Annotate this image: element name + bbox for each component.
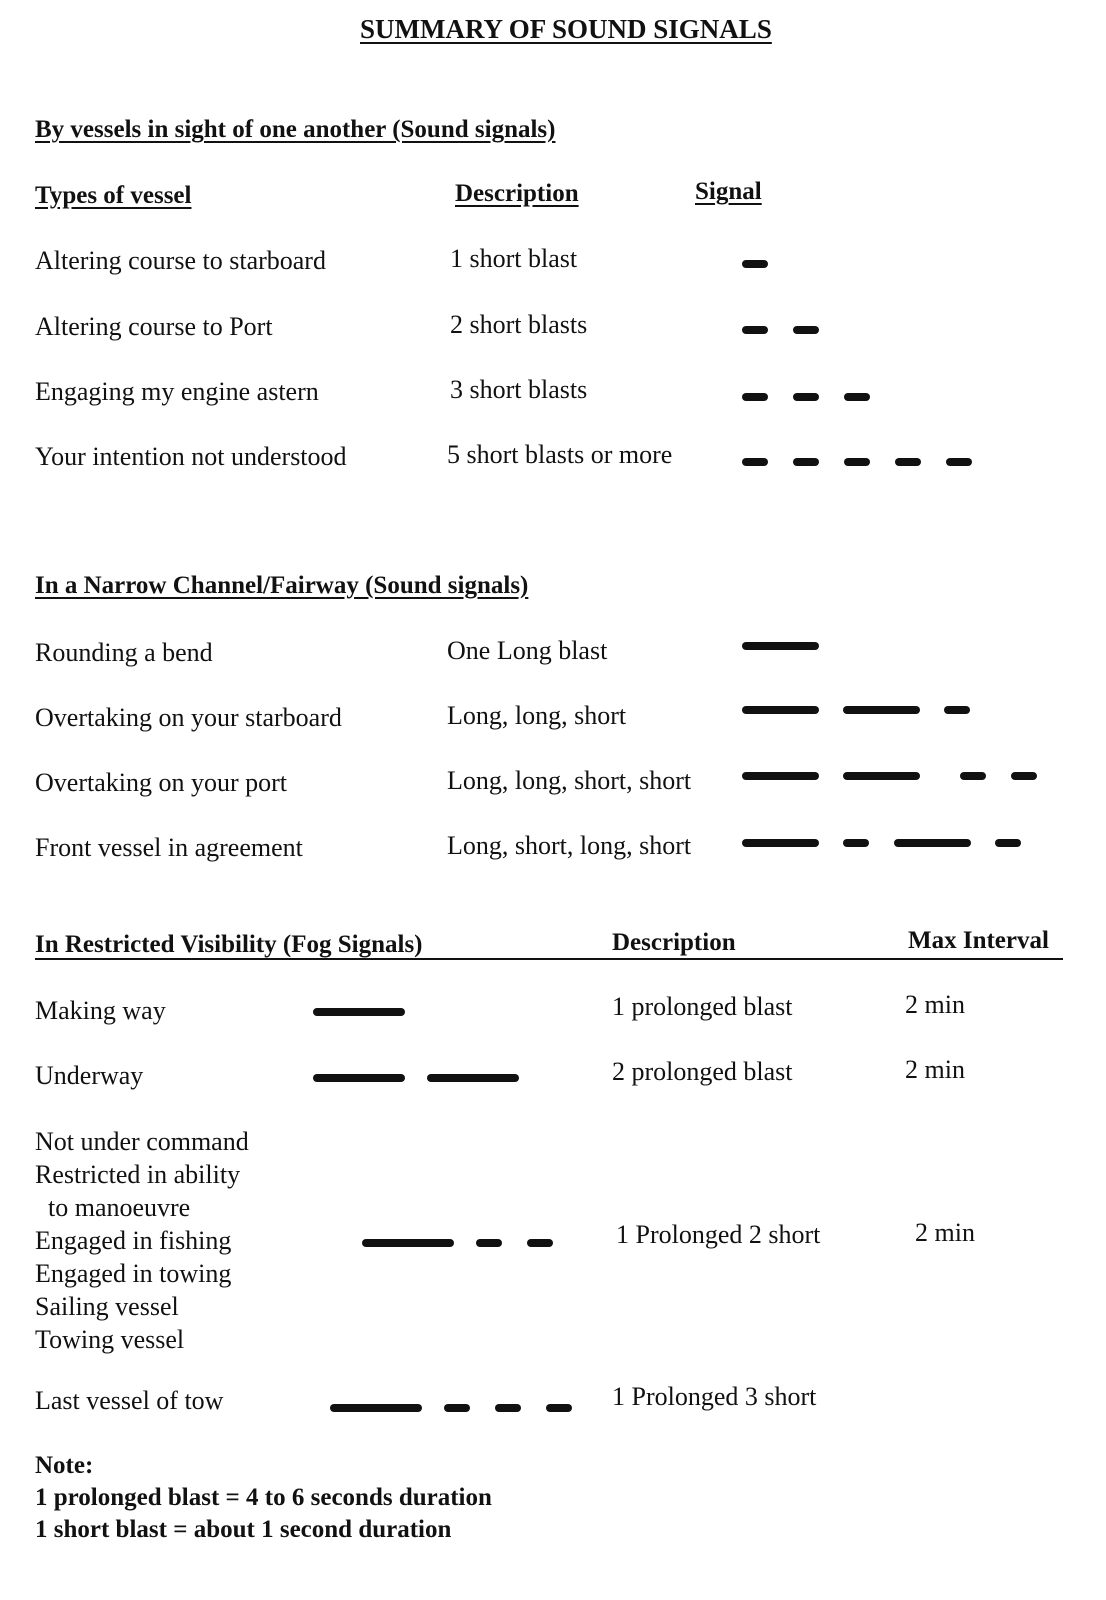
short-blast-dash <box>495 1404 521 1412</box>
short-blast-dash <box>946 458 972 466</box>
short-blast-dash <box>843 839 869 847</box>
short-blast-dash <box>793 326 819 334</box>
signal-description: 2 prolonged blast <box>612 1057 793 1086</box>
note-label: Note: <box>35 1452 94 1479</box>
vessel-type: Engaging my engine astern <box>35 377 319 406</box>
long-blast-dash <box>742 706 819 714</box>
vessel-type: Underway <box>35 1061 144 1090</box>
section-heading-fog: In Restricted Visibility (Fog Signals) <box>35 931 423 958</box>
prolonged-blast-dash <box>313 1074 405 1082</box>
signal-description: 1 Prolonged 2 short <box>616 1220 821 1249</box>
short-blast-dash <box>742 326 768 334</box>
short-blast-dash <box>444 1404 470 1412</box>
column-header-max-interval: Max Interval <box>908 927 1049 954</box>
vessel-type: Overtaking on your starboard <box>35 703 342 732</box>
short-blast-dash <box>1011 772 1037 780</box>
signal-description: 3 short blasts <box>450 375 588 404</box>
note-line-short: 1 short blast = about 1 second duration <box>35 1516 452 1543</box>
vessel-type: Towing vessel <box>35 1325 185 1354</box>
prolonged-blast-dash <box>330 1404 422 1412</box>
fog-header-rule <box>35 958 1063 960</box>
short-blast-dash <box>844 458 870 466</box>
short-blast-dash <box>476 1239 502 1247</box>
long-blast-dash <box>894 839 971 847</box>
section-heading-sight: By vessels in sight of one another (Sound signals) <box>35 116 556 143</box>
prolonged-blast-dash <box>427 1074 519 1082</box>
signal-description: 1 prolonged blast <box>612 992 793 1021</box>
signal-description: 1 short blast <box>450 244 578 273</box>
max-interval: 2 min <box>905 1055 965 1084</box>
vessel-type: Front vessel in agreement <box>35 833 303 862</box>
column-header-type: Types of vessel <box>35 182 192 209</box>
signal-description: Long, long, short <box>447 701 627 730</box>
column-header-signal: Signal <box>695 178 762 205</box>
long-blast-dash <box>843 772 920 780</box>
short-blast-dash <box>960 772 986 780</box>
short-blast-dash <box>995 839 1021 847</box>
vessel-type: Not under command <box>35 1127 249 1156</box>
vessel-type: Rounding a bend <box>35 638 213 667</box>
signal-description: 5 short blasts or more <box>447 440 673 469</box>
vessel-type: Last vessel of tow <box>35 1386 224 1415</box>
long-blast-dash <box>843 706 920 714</box>
short-blast-dash <box>793 458 819 466</box>
vessel-type: Engaged in fishing <box>35 1226 232 1255</box>
page-title: SUMMARY OF SOUND SIGNALS <box>360 14 772 44</box>
vessel-type: to manoeuvre <box>35 1193 191 1222</box>
short-blast-dash <box>844 393 870 401</box>
signal-description: Long, short, long, short <box>447 831 692 860</box>
signal-description: 2 short blasts <box>450 310 588 339</box>
signal-description: 1 Prolonged 3 short <box>612 1382 817 1411</box>
column-header-description: Description <box>455 180 579 207</box>
note-line-prolonged: 1 prolonged blast = 4 to 6 seconds duration <box>35 1484 492 1511</box>
vessel-type: Restricted in ability <box>35 1160 241 1189</box>
vessel-type-list <box>35 1125 249 1356</box>
short-blast-dash <box>742 393 768 401</box>
short-blast-dash <box>742 458 768 466</box>
section-heading-channel: In a Narrow Channel/Fairway (Sound signals) <box>35 572 529 599</box>
column-header-fog-description: Description <box>612 929 736 956</box>
signal-description: One Long blast <box>447 636 608 665</box>
short-blast-dash <box>546 1404 572 1412</box>
vessel-type: Your intention not understood <box>35 442 347 471</box>
short-blast-dash <box>944 706 970 714</box>
short-blast-dash <box>742 260 768 268</box>
prolonged-blast-dash <box>313 1008 405 1016</box>
short-blast-dash <box>527 1239 553 1247</box>
short-blast-dash <box>793 393 819 401</box>
vessel-type: Altering course to starboard <box>35 246 326 275</box>
prolonged-blast-dash <box>362 1239 454 1247</box>
max-interval: 2 min <box>915 1218 975 1247</box>
vessel-type: Sailing vessel <box>35 1292 179 1321</box>
max-interval: 2 min <box>905 990 965 1019</box>
short-blast-dash <box>895 458 921 466</box>
long-blast-dash <box>742 642 819 650</box>
long-blast-dash <box>742 839 819 847</box>
vessel-type: Engaged in towing <box>35 1259 232 1288</box>
vessel-type: Overtaking on your port <box>35 768 288 797</box>
long-blast-dash <box>742 772 819 780</box>
vessel-type: Altering course to Port <box>35 312 273 341</box>
vessel-type: Making way <box>35 996 166 1025</box>
signal-description: Long, long, short, short <box>447 766 692 795</box>
